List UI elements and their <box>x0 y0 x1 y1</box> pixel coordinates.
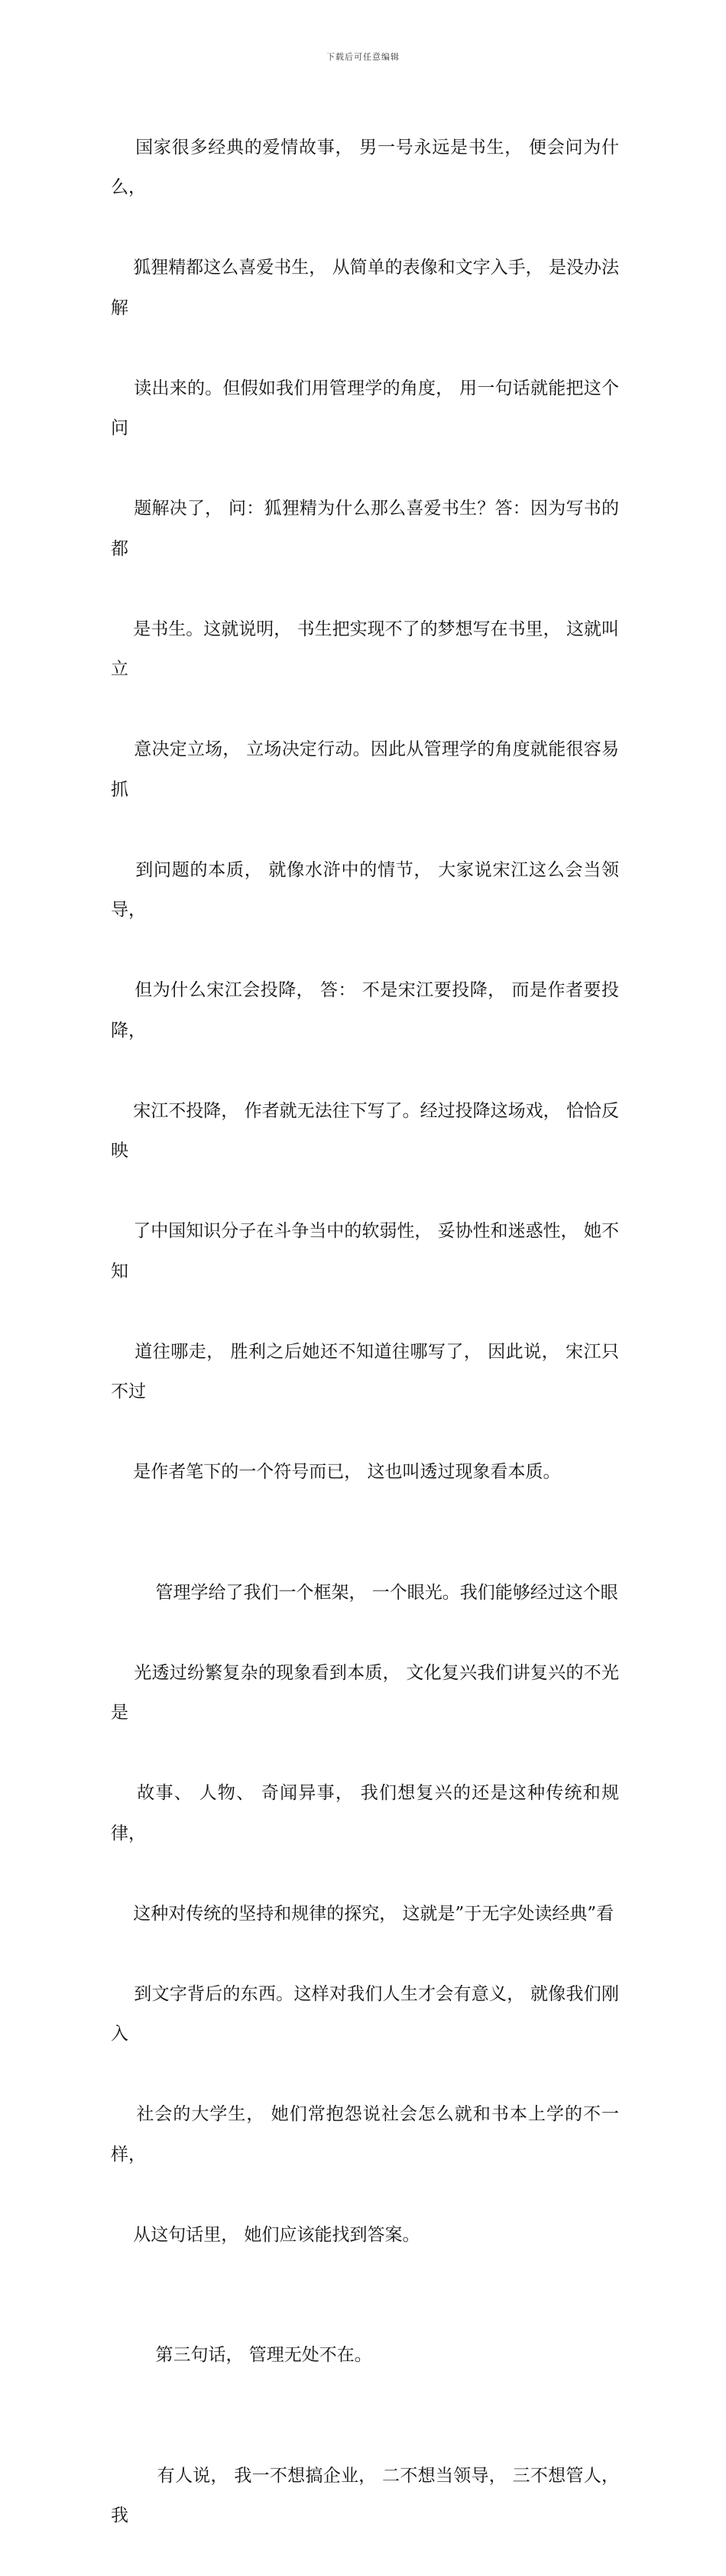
text-line: 管理学给了我们一个框架， 一个眼光。我们能够经过这个眼 <box>133 1582 618 1603</box>
text-line: 宋江不投降， 作者就无法往下写了。经过投降这场戏， 恰恰反映 <box>111 1100 619 1161</box>
paragraph <box>111 2415 625 2576</box>
paragraph <box>111 1532 619 2295</box>
page-header-note: 下载后可任意编辑 <box>326 52 400 62</box>
text-line: 有人说， 我一不想搞企业， 二不想当领导， 三不想管人， 我 <box>111 2465 625 2526</box>
document-body <box>111 87 625 2576</box>
text-line: 从这句话里， 她们应该能找到答案。 <box>133 2224 420 2245</box>
text-line: 题解决了， 问：狐狸精为什么那么喜爱书生？答：因为写书的都 <box>111 499 620 559</box>
text-line: 是作者笔下的一个符号而已， 这也叫透过现象看本质。 <box>133 1462 561 1482</box>
text-line: 读出来的。但假如我们用管理学的角度， 用一句话就能把这个问 <box>111 378 620 438</box>
text-line: 故事、 人物、 奇闻异事， 我们想复兴的还是这种传统和规律， <box>111 1783 620 1843</box>
text-line: 到文字背后的东西。这样对我们人生才会有意义， 就像我们刚入 <box>111 1983 620 2044</box>
text-line: 国家很多经典的爱情故事， 男一号永远是书生， 便会问为什么， <box>111 137 619 197</box>
text-line: 了中国知识分子在斗争当中的软弱性， 妥协性和迷惑性， 她不知 <box>111 1221 619 1282</box>
paragraph <box>111 2295 619 2416</box>
text-line: 到问题的本质， 就像水浒中的情节， 大家说宋江这么会当领导， <box>111 859 619 920</box>
text-line: 光透过纷繁复杂的现象看到本质， 文化复兴我们讲复兴的不光是 <box>111 1662 620 1723</box>
text-line: 意决定立场， 立场决定行动。因此从管理学的角度就能很容易抓 <box>111 739 620 800</box>
text-line: 社会的大学生， 她们常抱怨说社会怎么就和书本上学的不一样， <box>111 2104 620 2165</box>
text-line: 狐狸精都这么喜爱书生， 从简单的表像和文字入手， 是没办法解 <box>111 258 619 318</box>
paragraph <box>111 87 619 1532</box>
text-line: 这种对传统的坚持和规律的探究， 这就是”于无字处读经典”看 <box>133 1903 614 1924</box>
text-line: 道往哪走， 胜利之后她还不知道往哪写了， 因此说， 宋江只不过 <box>111 1341 620 1402</box>
text-line: 是书生。这就说明， 书生把实现不了的梦想写在书里， 这就叫立 <box>111 619 619 679</box>
text-line: 但为什么宋江会投降， 答： 不是宋江要投降， 而是作者要投降， <box>111 980 620 1041</box>
text-line: 第三句话， 管理无处不在。 <box>133 2345 372 2365</box>
